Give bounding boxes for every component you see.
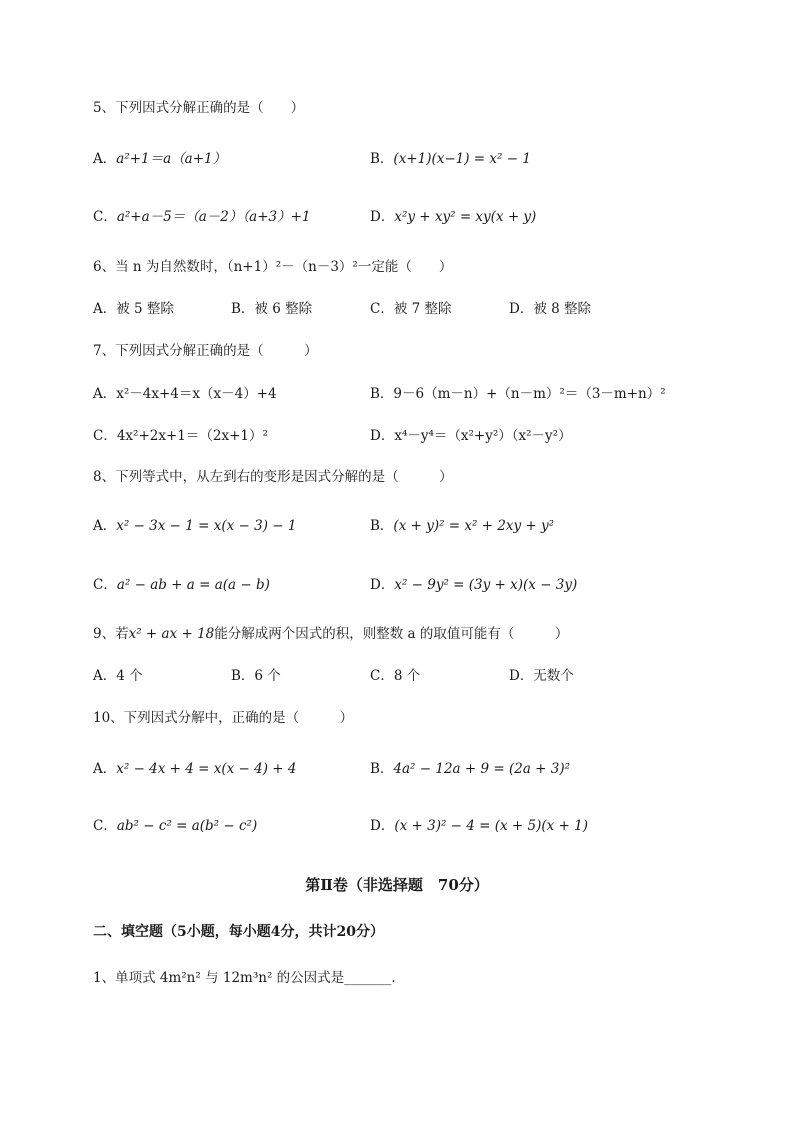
q8-option-d: D．x² − 9y² = (3y + x)(x − 3y)	[370, 577, 578, 593]
q5-option-a: A．a²+1＝a（a+1）	[93, 151, 227, 167]
question-7-stem: 7、下列因式分解正确的是（ ）	[93, 343, 318, 359]
q9-option-d: D．无数个	[509, 668, 574, 684]
q6-option-d: D．被 8 整除	[509, 301, 591, 317]
q5-option-c: C．a²+a－5＝（a－2）（a+3）+1	[93, 209, 311, 225]
question-5-stem: 5、下列因式分解正确的是（ ）	[93, 100, 305, 116]
q10-option-c: C．ab² − c² = a(b² − c²)	[93, 818, 258, 834]
fill-in-heading: 二、填空题（5小题，每小题4分，共计20分）	[93, 924, 384, 940]
q7-option-a: A．x²－4x+4＝x（x－4）+4	[93, 386, 277, 402]
question-8-stem: 8、下列等式中，从左到右的变形是因式分解的是（ ）	[93, 469, 453, 485]
q10-option-d: D．(x + 3)² − 4 = (x + 5)(x + 1)	[370, 818, 589, 834]
q7-option-d: D．x⁴－y⁴＝（x²+y²）（x²－y²）	[370, 428, 572, 444]
q10-option-b: B．4a² − 12a + 9 = (2a + 3)²	[370, 761, 571, 777]
section-2-title: 第Ⅱ卷（非选择题 70分）	[305, 876, 489, 894]
q9-option-c: C．8 个	[370, 668, 421, 684]
q10-option-a: A．x² − 4x + 4 = x(x − 4) + 4	[93, 761, 297, 777]
q7-option-c: C．4x²+2x+1＝（2x+1）²	[93, 428, 268, 444]
question-10-stem: 10、下列因式分解中，正确的是（ ）	[93, 710, 354, 726]
q5-option-d: D．x²y + xy² = xy(x + y)	[370, 209, 537, 225]
q8-option-a: A．x² − 3x − 1 = x(x − 3) − 1	[93, 518, 297, 534]
fill-in-question-1: 1、单项式 4m²n² 与 12m³n² 的公因式是_______.	[93, 970, 396, 986]
q7-option-b: B．9－6（m－n）+（n－m）²＝（3－m+n）²	[370, 386, 666, 402]
q9-option-b: B．6 个	[231, 668, 281, 684]
q6-option-b: B．被 6 整除	[231, 301, 313, 317]
q8-option-b: B．(x + y)² = x² + 2xy + y²	[370, 518, 555, 534]
q9-option-a: A．4 个	[93, 668, 143, 684]
q6-option-c: C．被 7 整除	[370, 301, 452, 317]
question-9-stem: 9、若x² + ax + 18能分解成两个因式的积，则整数 a 的取值可能有（ ）	[93, 626, 569, 642]
q6-option-a: A．被 5 整除	[93, 301, 174, 317]
question-6-stem: 6、当 n 为自然数时，（n+1）²－（n－3）²一定能（ ）	[93, 259, 453, 275]
q5-option-b: B．(x+1)(x−1) = x² − 1	[370, 151, 531, 167]
q8-option-c: C．a² − ab + a = a(a − b)	[93, 577, 270, 593]
